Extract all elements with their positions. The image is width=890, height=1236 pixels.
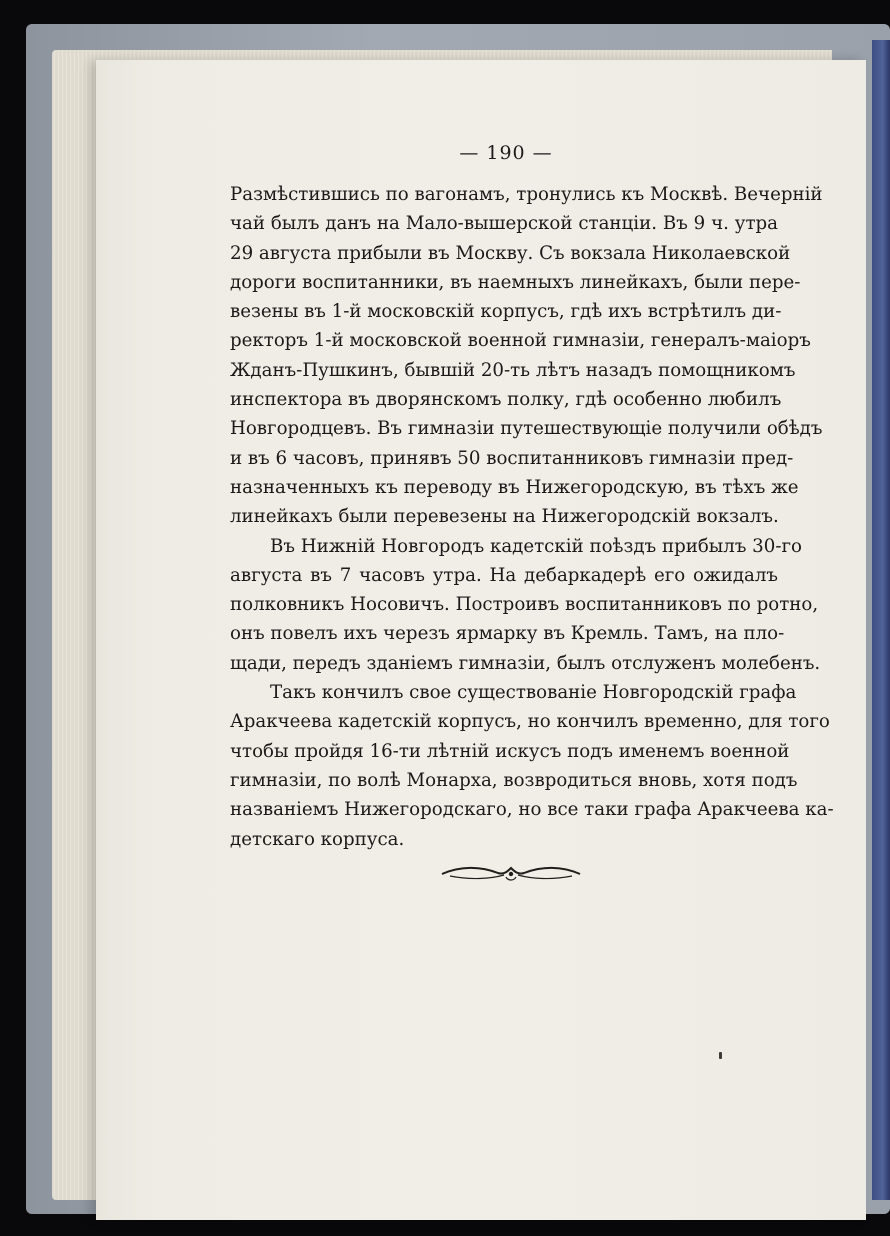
text-line: 29 августа прибыли въ Москву. Съ вокзала Николаевской	[230, 242, 791, 264]
text-line: детскаго корпуса.	[230, 828, 405, 850]
text-line: дороги воспитанники, въ наемныхъ линейкахъ, были пере-	[230, 271, 801, 293]
text-line: онъ повелъ ихъ черезъ ярмарку въ Кремль. Тамъ, на пло-	[230, 623, 785, 645]
text-line: и въ 6 часовъ, принявъ 50 воспитанниковъ гимназіи пред-	[230, 447, 794, 469]
paragraph	[230, 532, 821, 678]
text-line: Жданъ-Пушкинъ, бывшій 20-ть лѣтъ назадъ помощникомъ	[230, 359, 796, 381]
text-line: везены въ 1-й московскій корпусъ, гдѣ ихъ встрѣтилъ ди-	[230, 301, 782, 323]
end-ornament-icon	[440, 862, 582, 884]
text-line: инспектора въ дворянскомъ полку, гдѣ особенно любилъ	[230, 389, 782, 411]
text-line: полковникъ Носовичъ. Построивъ воспитанниковъ по ротно,	[230, 594, 819, 616]
text-line: Размѣстившись по вагонамъ, тронулись къ Москвѣ. Вечерній	[230, 184, 823, 205]
text-line: щади, передъ зданіемъ гимназіи, былъ отслуженъ молебенъ.	[230, 652, 821, 674]
text-line: Въ Нижній Новгородъ кадетскій поѣздъ прибылъ 30-го	[270, 535, 802, 557]
text-line: Новгородцевъ. Въ гимназіи путешествующіе получили обѣдъ	[230, 418, 823, 440]
paragraph	[230, 180, 823, 532]
text-line: назначенныхъ къ переводу въ Нижегородскую, въ тѣхъ же	[230, 476, 799, 498]
text-line: Аракчеева кадетскій корпусъ, но кончилъ временно, для того	[230, 711, 830, 733]
text-line: чай былъ данъ на Мало-вышерской станціи. Въ 9 ч. утра	[230, 213, 778, 235]
paragraph	[230, 678, 834, 854]
text-line: Такъ кончилъ свое существованіе Новгородскій графа	[270, 682, 797, 704]
text-line: чтобы пройдя 16-ти лѣтній искусъ подъ именемъ военной	[230, 740, 790, 762]
ink-speck	[719, 1052, 722, 1059]
text-line: ректоръ 1-й московской военной гимназіи, генералъ-маіоръ	[230, 330, 811, 352]
text-line: линейкахъ были перевезены на Нижегородскій вокзалъ.	[230, 506, 779, 528]
page-number: — 190 —	[459, 142, 553, 164]
text-line: августа въ 7 часовъ утра. На дебаркадерѣ его ожидалъ	[230, 564, 778, 586]
body-text	[230, 180, 834, 854]
cover-edge-blue	[872, 40, 890, 1200]
text-line: гимназіи, по волѣ Монарха, возвродиться вновь, хотя подъ	[230, 769, 798, 791]
text-line: названіемъ Нижегородскаго, но все таки графа Аракчеева ка-	[230, 799, 834, 821]
